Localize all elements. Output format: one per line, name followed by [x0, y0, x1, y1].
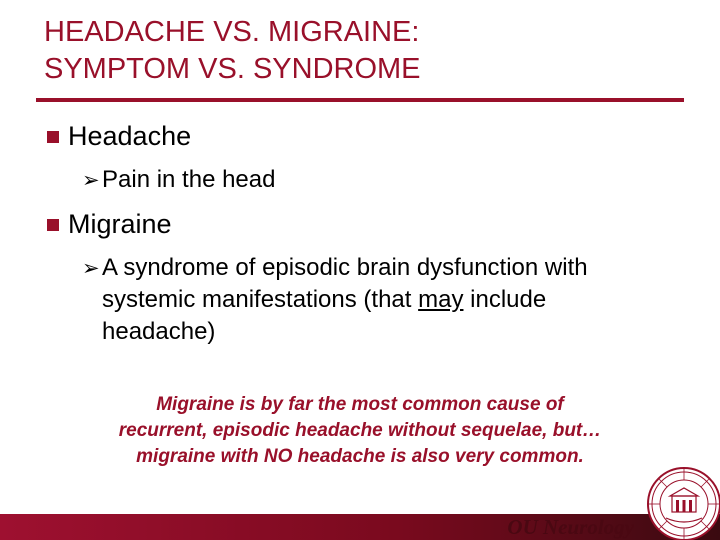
sub-line-2-pre: systemic manifestations (that — [102, 286, 419, 313]
sub-bullet-migraine — [82, 252, 692, 348]
bullet-label: Headache — [68, 121, 192, 151]
note-line-3: migraine with NO headache is also very common. — [136, 446, 584, 467]
university-seal-icon — [646, 466, 720, 540]
bullet-migraine — [47, 208, 172, 240]
bullet-label: Migraine — [68, 209, 172, 239]
footer-text: OU Neurology — [507, 515, 634, 539]
callout-note — [40, 392, 680, 470]
title-divider — [36, 98, 684, 102]
underlined-word: may — [418, 286, 464, 313]
slide-title — [44, 14, 684, 88]
sub-line-3: headache) — [102, 318, 216, 345]
sub-bullet-text — [82, 252, 692, 348]
square-bullet-icon — [47, 131, 59, 143]
title-line-1: HEADACHE VS. MIGRAINE: — [44, 16, 420, 48]
bullet-headache — [47, 120, 191, 152]
note-line-2: recurrent, episodic headache without sequelae, but… — [118, 420, 602, 441]
sub-line-1: A syndrome of episodic brain dysfunction with — [102, 254, 588, 281]
arrow-bullet-icon: ➢ — [82, 168, 100, 192]
sub-line-2-post: include — [463, 286, 547, 313]
note-line-1: Migraine is by far the most common cause of — [156, 394, 564, 415]
title-line-2: SYMPTOM VS. SYNDROME — [44, 53, 421, 85]
arrow-bullet-icon: ➢ — [82, 256, 100, 280]
square-bullet-icon — [47, 219, 59, 231]
sub-bullet-headache — [82, 164, 692, 196]
sub-bullet-text: Pain in the head — [102, 166, 276, 193]
